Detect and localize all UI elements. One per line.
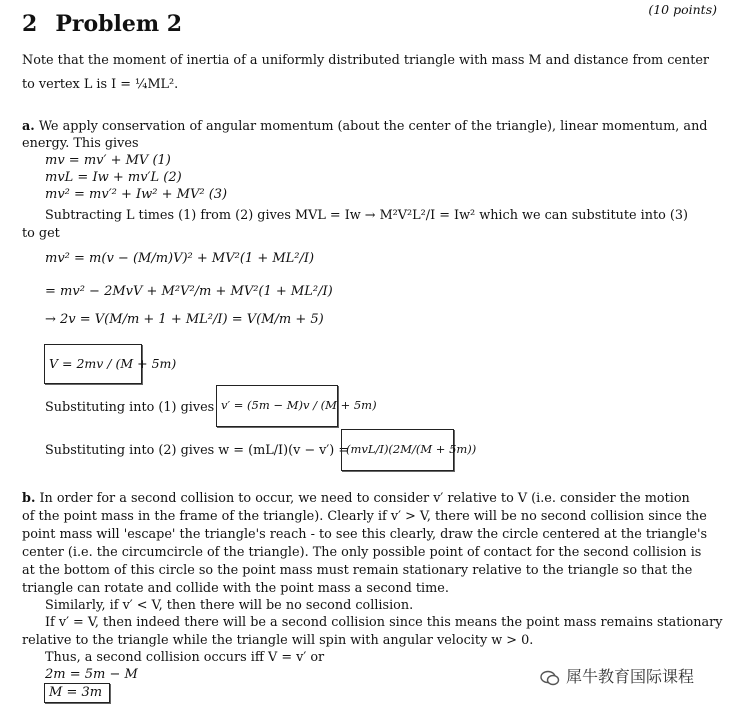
part-b-line-3: point mass will 'escape' the triangle's reach - to see this clearly, draw the circle centered at the triangle's — [22, 527, 708, 542]
part-a-line-1 — [22, 118, 708, 135]
result-m-box — [44, 683, 110, 703]
result-v: V = 2mv / (M + 5m) — [49, 356, 177, 371]
equation-3: mv² = mv′² + Iw² + MV² (3) — [45, 187, 228, 202]
if-equal-line-2: relative to the triangle while the triangle will spin with angular velocity w > 0. — [22, 633, 534, 648]
part-b-line-6: triangle can rotate and collide with the point mass a second time. — [22, 581, 449, 596]
intro-line-2: to vertex L is I = ¼ML². — [22, 77, 179, 92]
intro-line-1: Note that the moment of inertia of a uniformly distributed triangle with mass M and distance from center — [22, 53, 710, 68]
derivation-line-1: mv² = m(v − (M/m)V)² + MV²(1 + ML²/I) — [45, 251, 315, 266]
part-b-line-5: at the bottom of this circle so the point mass must remain stationary relative to the triangle so that the — [22, 563, 693, 578]
if-equal-line-1: If v′ = V, then indeed there will be a second collision since this means the point mass remains stationary — [45, 615, 723, 630]
result-vprime-box — [216, 385, 377, 427]
similarly-line: Similarly, if v′ < V, then there will be no second collision. — [45, 598, 414, 613]
result-w: (mvL/I)(2M/(M + 5m)) — [346, 442, 477, 456]
derivation-line-3: → 2v = V(M/m + 1 + ML²/I) = V(M/m + 5) — [45, 312, 324, 327]
part-a-label: a. — [22, 119, 35, 134]
section-number: 2 — [22, 11, 38, 37]
part-b-line-1 — [22, 490, 690, 507]
subtract-line-2: to get — [22, 226, 60, 241]
part-a-text-1: We apply conservation of angular momentum (about the center of the triangle), linear momentum, and — [38, 119, 708, 134]
substitute-2-text: Substituting into (2) gives w = (mL/I)(v − v′) = — [45, 443, 350, 458]
result-m: M = 3m — [49, 685, 103, 700]
section-title: Problem 2 — [55, 11, 183, 37]
thus-line: Thus, a second collision occurs iff V = v′ or — [45, 650, 325, 665]
chat-bubble-icon — [540, 670, 560, 686]
part-b-text-1: In order for a second collision to occur, we need to consider v′ relative to V (i.e. consider the motion — [39, 491, 690, 506]
result-w-box — [341, 429, 477, 471]
result-v-box — [44, 344, 177, 384]
watermark-text: 犀牛教育国际课程 — [566, 667, 695, 686]
part-b-line-4: center (i.e. the circumcircle of the triangle). The only possible point of contact for the second collision is — [22, 545, 702, 560]
equation-2: mvL = Iw + mv′L (2) — [45, 170, 182, 185]
subtract-line-1: Subtracting L times (1) from (2) gives MVL = Iw → M²V²L²/I = Iw² which we can substitute into (3) — [45, 208, 689, 223]
part-a-line-2: energy. This gives — [22, 136, 139, 151]
final-equation: 2m = 5m − M — [45, 667, 138, 682]
points-label: (10 points) — [648, 2, 717, 17]
substitute-1-text: Substituting into (1) gives — [45, 400, 215, 415]
result-vprime: v′ = (5m − M)v / (M + 5m) — [221, 398, 377, 412]
derivation-line-2: = mv² − 2MvV + M²V²/m + MV²(1 + ML²/I) — [45, 284, 333, 299]
equation-1: mv = mv′ + MV (1) — [45, 153, 171, 168]
part-b-label: b. — [22, 491, 36, 506]
watermark — [540, 664, 694, 687]
part-b-line-2: of the point mass in the frame of the triangle). Clearly if v′ > V, there will be no second collision since the — [22, 509, 707, 524]
section-heading — [22, 11, 182, 37]
